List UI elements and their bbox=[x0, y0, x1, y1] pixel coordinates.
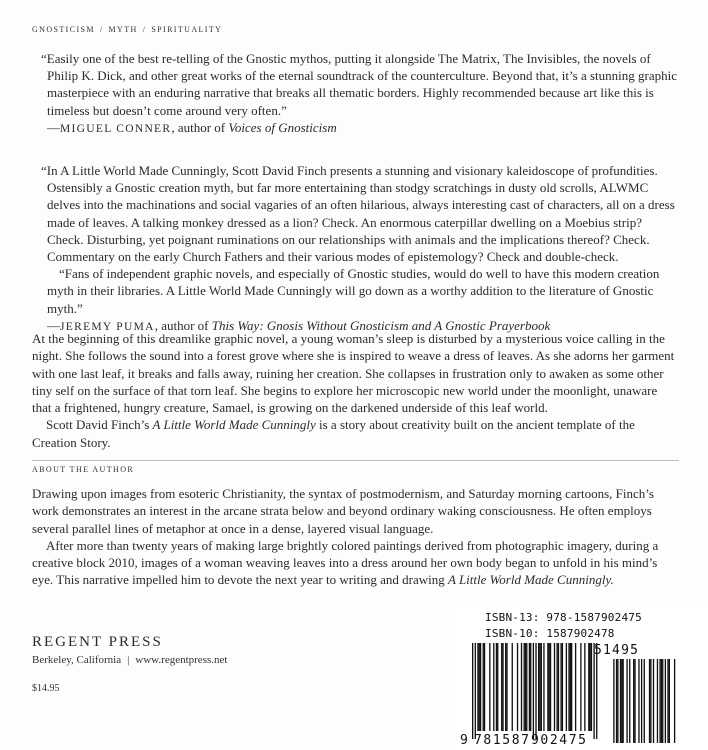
addon-bar bbox=[622, 659, 623, 743]
barcode-area bbox=[454, 607, 708, 750]
barcode-bar bbox=[539, 643, 540, 731]
barcode-bar bbox=[584, 643, 585, 731]
barcode-bar bbox=[523, 643, 524, 731]
barcode-bar bbox=[475, 643, 476, 739]
attribution-work: This Way: Gnosis Without Gnosticism and A Gnostic Prayerbook bbox=[211, 317, 551, 333]
addon-bar bbox=[667, 659, 668, 743]
ean-bars bbox=[472, 643, 597, 739]
barcode-bar bbox=[479, 643, 480, 731]
isbn-10: ISBN-10: 1587902478 bbox=[485, 627, 615, 640]
barcode-bar bbox=[501, 643, 502, 731]
barcode-bar bbox=[493, 643, 494, 731]
blurb-puma bbox=[41, 162, 679, 336]
addon-bar bbox=[641, 659, 642, 743]
barcode-bar bbox=[472, 643, 473, 739]
blurb-conner bbox=[41, 50, 679, 138]
blurb-puma-paragraph-2: “Fans of independent graphic novels, and especially of Gnostic studies, would do well to have this modern creation myth in their libraries. A Little World Made Cunningly will go down as a worthy addition to the literature of Gnostic myth.” bbox=[47, 266, 660, 316]
barcode-bar bbox=[477, 643, 478, 731]
barcode-bar bbox=[517, 643, 518, 731]
price: $14.95 bbox=[32, 683, 60, 694]
synopsis-paragraph-1: At the beginning of this dreamlike graphic novel, a young woman’s sleep is disturbed by a mysterious voice calling in the night. She follows the sound into a forest grove where she is inspired to weave a dress of leaves. As she adorns her garment with one last leaf, it breaks and falls away, ruining her creation. She collapses in frustration only to awaken as some other tiny self on the surface of that torn leaf. She begins to explore her microscopic new world under the moonlight, unaware that a frightened, hungry creature, Samael, is growing on the darkened underside of this leaf world. bbox=[32, 331, 675, 416]
attribution-dash: — bbox=[47, 119, 60, 135]
attribution-work: Voices of Gnosticism bbox=[228, 119, 337, 135]
blurb-puma-paragraph-1: “In A Little World Made Cunningly, Scott David Finch presents a stunning and visionary kaleidoscope of profundities. Ostensibly a Gnostic creation myth, but far more entertaining than stodgy scratchings in dusty old scrolls, ALWMC delves into the machinations and social vagaries of an often hilarious, always interesting cast of characters, all on a dress made of leaves. A talking monkey dressed as a lion? Check. An enormous caterpillar dwelling on a Moebius strip? Check. Disturbing, yet poignant ruminations on our relationships with animals and the implications thereof? Check. Commentary on the early Church Fathers and their various modes of epistemology? Check and double-check. bbox=[41, 163, 675, 265]
addon-bar bbox=[634, 659, 635, 743]
barcode-bar bbox=[580, 643, 581, 731]
barcode-bar bbox=[521, 643, 522, 731]
blurb-conner-attribution bbox=[47, 119, 679, 138]
ean-left-digits: 781587 bbox=[474, 733, 531, 748]
barcode-bar bbox=[566, 643, 567, 731]
blurb-conner-text: “Easily one of the best re-telling of the Gnostic mythos, putting it alongside The Matrix, The Invisibles, the novels of Philip K. Dick, and other great works of the eternal soundtrack of the counterculture. Beyond that, it’s a stunning graphic masterpiece with an enduring narrative that breaks all thematic borders. Highly recommended because art like this is timeless but doesn’t come around very often.” bbox=[41, 51, 677, 118]
synopsis-p2-suffix: is a story about creativity built on the ancient template of the Creation Story. bbox=[32, 417, 635, 450]
attribution-prefix: , author of bbox=[171, 119, 229, 135]
category-3: SPIRITUALITY bbox=[151, 25, 223, 34]
barcode-bar bbox=[506, 643, 507, 731]
barcode-bar bbox=[483, 643, 484, 731]
addon-bar bbox=[626, 659, 627, 743]
addon-bar bbox=[621, 659, 622, 743]
barcode-bar bbox=[560, 643, 561, 731]
addon-bar bbox=[657, 659, 658, 743]
about-author bbox=[32, 485, 679, 589]
publisher-location-line bbox=[32, 654, 227, 666]
barcode-bar bbox=[588, 643, 589, 731]
barcode-bar bbox=[541, 643, 542, 731]
barcode-bar bbox=[505, 643, 506, 731]
addon-bar bbox=[613, 659, 614, 743]
barcode-bar bbox=[543, 643, 544, 731]
barcode-bar bbox=[538, 643, 539, 731]
addon-bar bbox=[661, 659, 662, 743]
addon-bar bbox=[653, 659, 654, 743]
addon-bar bbox=[620, 659, 621, 743]
barcode-bar bbox=[502, 643, 503, 731]
barcode-bar bbox=[591, 643, 592, 731]
about-paragraph-1: Drawing upon images from esoteric Christianity, the syntax of postmodernism, and Saturday morning cartoons, Finch’s work demonstrates an interest in the arcane strata below and beyond ordinary waking consciousness. He often employs several parallel lines of metaphor at once in a dense, layered visual language. bbox=[32, 486, 654, 536]
barcode-bar bbox=[525, 643, 526, 731]
ean-first-digit: 9 bbox=[460, 733, 468, 748]
barcode-bar bbox=[571, 643, 572, 731]
category-separator: / bbox=[142, 25, 147, 34]
addon-bars bbox=[613, 659, 675, 743]
attribution-prefix: , author of bbox=[154, 317, 212, 333]
publisher-name: REGENT PRESS bbox=[32, 634, 163, 650]
addon-bar bbox=[629, 659, 630, 743]
addon-bar bbox=[665, 659, 666, 743]
about-p2-prefix: After more than twenty years of making large brightly colored paintings derived from photographic imagery, during a creative block 2010, images of a woman weaving leaves into a dress around her own body began to unfold in his mind’s eye. This narrative impelled him to devote the next year to writing and drawing bbox=[32, 537, 659, 588]
synopsis bbox=[32, 330, 679, 451]
barcode-bar bbox=[480, 643, 481, 731]
category-2: MYTH bbox=[108, 25, 138, 34]
category-line bbox=[32, 25, 222, 34]
addon-bar bbox=[674, 659, 675, 743]
synopsis-p2-title: A Little World Made Cunningly bbox=[152, 417, 316, 433]
publisher-separator: | bbox=[127, 654, 130, 666]
barcode-bar bbox=[496, 643, 497, 731]
category-1: GNOSTICISM bbox=[32, 25, 95, 34]
ean-right-digits: 902475 bbox=[531, 733, 588, 748]
section-divider bbox=[32, 460, 679, 461]
barcode-bar bbox=[512, 643, 513, 731]
addon-bar bbox=[650, 659, 651, 743]
barcode-bar bbox=[575, 643, 576, 731]
barcode-bar bbox=[589, 643, 590, 731]
barcode-bar bbox=[562, 643, 563, 731]
attribution-dash: — bbox=[47, 317, 60, 333]
barcode-bar bbox=[549, 643, 550, 731]
barcode-bar bbox=[558, 643, 559, 731]
publisher-location: Berkeley, California bbox=[32, 654, 122, 666]
barcode-bar bbox=[489, 643, 490, 731]
about-author-heading: ABOUT THE AUTHOR bbox=[32, 465, 135, 474]
addon-bar bbox=[616, 659, 617, 743]
barcode-bar bbox=[535, 643, 536, 739]
attribution-name: MIGUEL CONNER bbox=[60, 122, 172, 135]
barcode-bar bbox=[554, 643, 555, 731]
addon-bar bbox=[662, 659, 663, 743]
barcode-bar bbox=[550, 643, 551, 731]
addon-bar bbox=[617, 659, 618, 743]
barcode-bar bbox=[556, 643, 557, 731]
barcode-bar bbox=[568, 643, 569, 731]
isbn-13: ISBN-13: 978-1587902475 bbox=[485, 611, 642, 624]
about-paragraph-2 bbox=[32, 537, 679, 589]
barcode-bar bbox=[497, 643, 498, 731]
addon-bar bbox=[633, 659, 634, 743]
synopsis-p2-prefix: Scott David Finch’s bbox=[46, 417, 153, 433]
addon-bar bbox=[669, 659, 670, 743]
synopsis-paragraph-2 bbox=[32, 416, 679, 451]
addon-bar bbox=[659, 659, 660, 743]
barcode-bar bbox=[484, 643, 485, 731]
barcode-bar bbox=[533, 643, 534, 739]
ean-barcode bbox=[454, 607, 708, 750]
addon-bar bbox=[638, 659, 639, 743]
addon-bar bbox=[649, 659, 650, 743]
category-separator: / bbox=[99, 25, 104, 34]
attribution-name: JEREMY PUMA bbox=[60, 320, 155, 333]
barcode-bar bbox=[570, 643, 571, 731]
barcode-bar bbox=[526, 643, 527, 731]
barcode-bar bbox=[529, 643, 530, 731]
about-p2-title: A Little World Made Cunningly. bbox=[448, 572, 614, 588]
addon-bar bbox=[644, 659, 645, 743]
publisher-website: www.regentpress.net bbox=[135, 654, 228, 666]
barcode-bar bbox=[547, 643, 548, 731]
barcode-bar bbox=[530, 643, 531, 731]
addon-digits: 51495 bbox=[594, 643, 640, 658]
